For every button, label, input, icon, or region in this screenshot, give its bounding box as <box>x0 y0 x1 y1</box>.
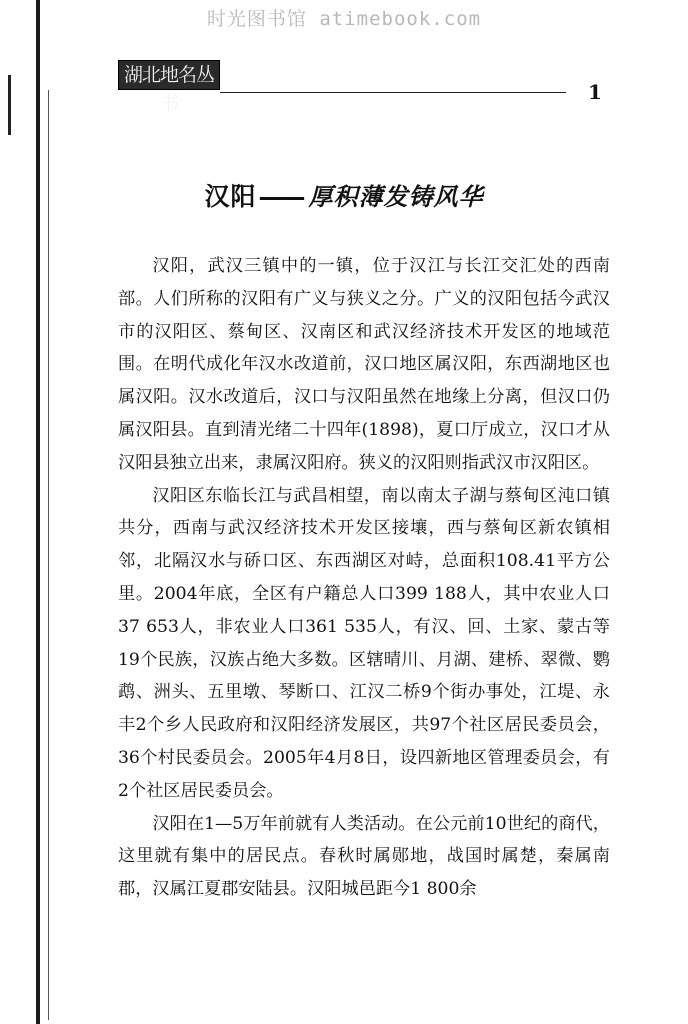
body-text <box>118 250 610 906</box>
paragraph-2: 汉阳区东临长江与武昌相望，南以南太子湖与蔡甸区沌口镇共分，西南与武汉经济技术开发区接壤，西与蔡甸区新农镇相邻，北隔汉水与硚口区、东西湖区对峙，总面积108.41平方公里。2004年底，全区有户籍总人口399 188人，其中农业人口37 653人，非农业人口361 535人，有汉、回、土家、蒙古等19个民族，汉族占绝大多数。区辖晴川、月湖、建桥、翠微、鹦鹉、洲头、五里墩、琴断口、江汉二桥9个街办事处，江堤、永丰2个乡人民政府和汉阳经济发展区，共97个社区居民委员会，36个村民委员会。2005年4月8日，设四新地区管理委员会，有2个社区居民委员会。 <box>118 485 610 801</box>
watermark: 时光图书馆 atimebook.com <box>206 8 482 30</box>
margin-line <box>48 90 49 1020</box>
series-logo: 湖北地名丛书 <box>118 60 220 90</box>
header-rule <box>220 92 566 93</box>
paragraph-3: 汉阳在1—5万年前就有人类活动。在公元前10世纪的商代，这里就有集中的居民点。春秋时属郧地，战国时属楚，秦属南郡，汉属江夏郡安陆县。汉阳城邑距今1 800余 <box>118 813 610 900</box>
title-subtitle: 厚积薄发铸风华 <box>308 182 484 211</box>
chapter-title <box>0 177 688 213</box>
paragraph-1: 汉阳，武汉三镇中的一镇，位于汉江与长江交汇处的西南部。人们所称的汉阳有广义与狭义之分。广义的汉阳包括今武汉市的汉阳区、蔡甸区、汉南区和武汉经济技术开发区的地域范围。在明代成化年汉水改道前，汉口地区属汉阳，东西湖地区也属汉阳。汉水改道后，汉口与汉阳虽然在地缘上分离，但汉口仍属汉阳县。直到清光绪二十四年(1898)，夏口厅成立，汉口才从汉阳县独立出来，隶属汉阳府。狭义的汉阳则指武汉市汉阳区。 <box>118 256 610 473</box>
title-dash: —— <box>258 182 303 211</box>
binding-mark <box>8 75 21 135</box>
binding-edge <box>36 0 40 1024</box>
page-number: 1 <box>588 80 602 104</box>
title-main: 汉阳 <box>204 182 257 211</box>
